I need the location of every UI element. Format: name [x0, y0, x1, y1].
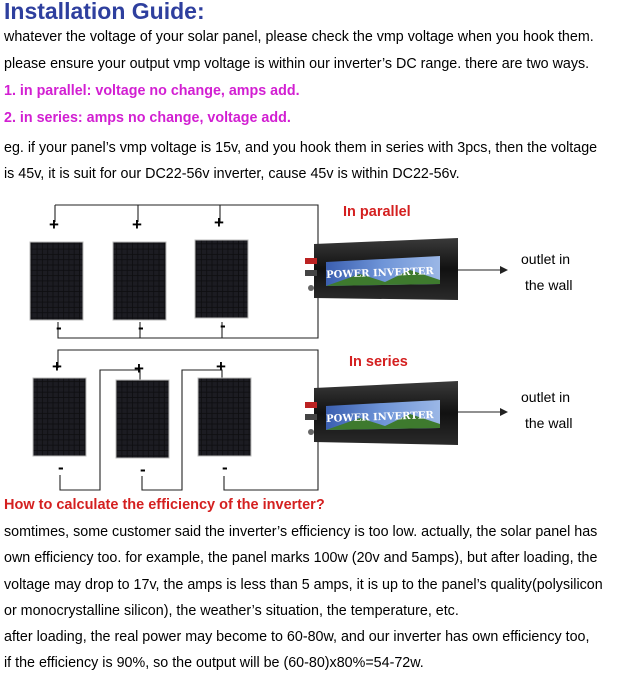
panel-parallel-1 [30, 242, 83, 320]
intro-line-2: please ensure your output vmp voltage is within our inverter’s DC range. there are two ways. [4, 56, 590, 72]
example-line-2: is 45v, it is suit for our DC22-56v inverter, cause 45v is within DC22-56v. [4, 166, 460, 182]
panel-series-1 [33, 378, 86, 456]
outlet-label-line-2: the wall [525, 277, 573, 293]
efficiency-line-5: after loading, the real power may become to 60-80w, and our inverter has own efficiency too, [4, 629, 590, 645]
series-label: In series [349, 354, 408, 370]
outlet-label-line-1: outlet in [521, 251, 571, 267]
efficiency-line-6: if the efficiency is 90%, so the output will be (60-80)x80%=54-72w. [4, 655, 424, 671]
efficiency-line-4: or monocrystalline silicon), the weather’s situation, the temperature, etc. [4, 603, 459, 619]
inverter-parallel-brand: POWER INVERTER [325, 266, 434, 281]
minus-sign: - [58, 458, 64, 477]
minus-sign: - [220, 316, 226, 335]
way-series: 2. in series: amps no change, voltage add. [4, 110, 291, 126]
efficiency-line-2: own efficiency too. for example, the panel marks 100w (20v and 5amps), but after loading, the [4, 550, 598, 566]
example-line-1: eg. if your panel’s vmp voltage is 15v, and you hook them in series with 3pcs, then the voltage [4, 140, 598, 156]
plus-sign: + [49, 215, 59, 234]
minus-sign: - [222, 458, 228, 477]
parallel-wires [55, 205, 318, 338]
efficiency-heading: How to calculate the efficiency of the inverter? [4, 497, 325, 513]
plus-sign: + [214, 213, 224, 232]
outlet-label-line-1: outlet in [521, 389, 571, 405]
plus-sign: + [134, 359, 144, 378]
efficiency-line-1: somtimes, some customer said the inverter’s efficiency is too low. actually, the solar panel has [4, 524, 598, 540]
arrow-series [458, 408, 508, 416]
page-title: Installation Guide: [4, 0, 205, 24]
way-parallel: 1. in parallel: voltage no change, amps add. [4, 83, 300, 99]
inverter-series-brand: POWER INVERTER [325, 410, 434, 425]
efficiency-line-3: voltage may drop to 17v, the amps is less than 5 amps, it is up to the panel’s quality(polysilicon [4, 577, 603, 593]
panel-parallel-2 [113, 242, 166, 320]
plus-sign: + [52, 357, 62, 376]
minus-sign: - [138, 318, 144, 337]
minus-sign: - [56, 318, 62, 337]
series-wires [58, 350, 318, 490]
panel-parallel-3 [195, 240, 248, 318]
arrow-parallel [458, 266, 508, 274]
panel-series-2 [116, 380, 169, 458]
plus-sign: + [132, 215, 142, 234]
panel-series-3 [198, 378, 251, 456]
minus-sign: - [140, 460, 146, 479]
parallel-label: In parallel [343, 204, 411, 220]
plus-sign: + [216, 357, 226, 376]
outlet-label-line-2: the wall [525, 415, 573, 431]
intro-line-1: whatever the voltage of your solar panel, please check the vmp voltage when you hook them. [4, 29, 594, 45]
